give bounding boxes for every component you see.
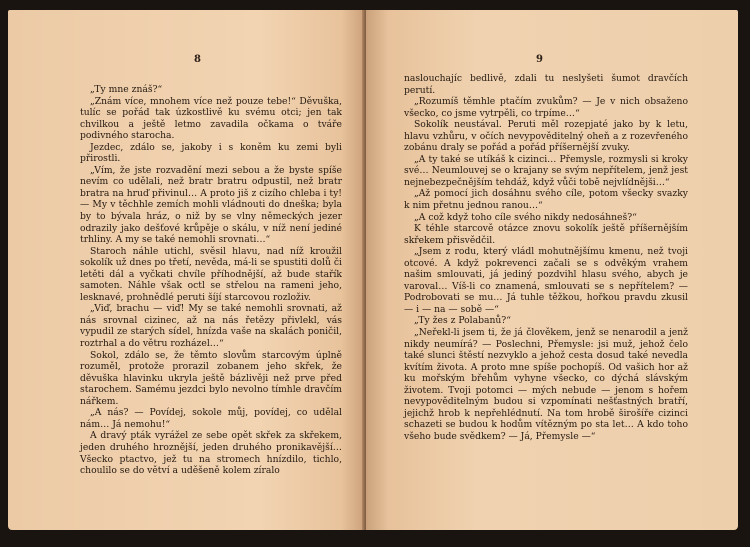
- page-number: 9: [536, 54, 543, 65]
- paragraph: „Viď, brachu — viď! My se také nemohli srovnati, až nás srovnal cizinec, až na nás řetězy přivlekl, vás vypudil ze starých sídel, hnízda vaše na skalách poničil, roztrhal a do větru rozházel…“: [80, 303, 342, 350]
- paragraph: naslouchajíc bedlivě, zdali tu neslyšeti šumot dravčích perutí.: [404, 73, 688, 96]
- page-number: 8: [194, 54, 201, 65]
- paragraph: „Rozumíš těmhle ptačím zvukům? — Je v nich obsaženo všecko, co jsme vytrpěli, co trpíme…“: [404, 96, 688, 119]
- paragraph: „Až pomocí jich dosáhnu svého cíle, potom všecky svazky k nim přetnu jednou ranou…“: [404, 188, 688, 212]
- paragraph: Staroch náhle utichl, svěsil hlavu, nad níž kroužil sokolík už dnes po třetí, nevěda, má-li se spustiti dolů či letěti dál a vyčkati chvíle příhodnější, až bude stařík samoten. Náhle však octl se střelou na rameni jeho, lesknavé, prohnědlé peruti šíjí starcovou rozloživ.: [80, 245, 342, 303]
- left-page: [8, 10, 366, 530]
- page-text: [80, 84, 342, 477]
- right-page: [366, 10, 738, 530]
- paragraph: „Znám více, mnohem více než pouze tebe!“ Děvuška, tulíc se pořád tak úzkostlivě ku svému otci; jen tak chvilkou a ještě letmo zavadila očkama o tváře podivného starocha.: [80, 95, 342, 142]
- paragraph: Sokolík neustával. Peruti měl rozepjaté jako by k letu, hlavu vzhůru, v očích nevypověditelný oheň a z rozevřeného zobánu draly se pořád a pořád příšernější zvuky.: [404, 119, 688, 154]
- paragraph: „Ty mne znáš?“: [90, 84, 163, 95]
- paragraph: A dravý pták vyrážel ze sebe opět skřek za skřekem, jeden druhého hroznější, jeden druhého pronikavější… Všecko ptactvo, jež tu na stromech hnízdilo, tichlo, choulilo se do větví a uděšeně kolem zíralo: [80, 430, 342, 477]
- paragraph: „Ty žes z Polabanů?“: [414, 315, 511, 327]
- paragraph: Sokol, zdálo se, že těmto slovům starcovým úplně rozuměl, protože prorazil zobanem jeho skřek, že děvuška hlavinku ukryla ještě bázlivěji než prve před starochem. Samému jezdci bylo nevolno tímhle dravčím nářkem.: [80, 349, 342, 407]
- paragraph: „A ty také se utíkáš k cizinci… Přemysle, rozmysli si kroky své… Neumlouvej se o krajany se svým nepřítelem, jenž jest nejnebezpečnějším tehdáž, když vůči tobě nejvlídnějši…“: [404, 153, 688, 188]
- paragraph: „Neřekl-li jsem ti, že já člověkem, jenž se nenarodil a jenž nikdy neumírá? — Poslechni, Přemysle: jsi muž, jehož čelo také slunci štěstí nezvyklo a jehož cesta dosud také nevedla kvítím života. A proto mne spíše pochopíš. Od vašich hor až ku mořským břehům vyhyne všecko, co dýchá slávským životem. Tvoji potomci — mých nebude — jenom s hořem nevypověditelným budou si vzpomínati nešťastných bratří, jejichž hrob k nepřehlédnutí. Na tom hrobě širošíře cizinci schazeti se budou k hodům vítězným po sta let… A kdo toho všeho bude svědkem? — Já, Přemysle —“: [404, 327, 688, 442]
- paragraph: Jezdec, zdálo se, jakoby i s koněm ku zemi byli přirostli.: [80, 141, 342, 165]
- paragraph: „Vím, že jste rozvadění mezi sebou a že byste spíše nevím co udělali, než bratr bratru odpustil, než bratr bratra na hruď přivinul… A proto jiš z cizího chleba i ty! — My v těchhle zemích mohli vládnouti do dneška; byla by to bývala hráz, o niž by se vlny německých jezer odrazily jako dešťové krůpěje o skálu, v níž není jediné trhliny. A my se také nemohli srovnati…“: [80, 164, 342, 246]
- paragraph: „A což když toho cíle svého nikdy nedosáhneš?“: [414, 211, 637, 223]
- paragraph: K téhle starcově otázce znovu sokolík ještě příšernějším skřekem přisvědčil.: [404, 223, 688, 246]
- paragraph: „A nás? — Povídej, sokole můj, povídej, co udělal nám… Já nemohu!“: [80, 407, 342, 430]
- paragraph: „Jsem z rodu, který vládl mohutnějšímu kmenu, než tvoji otcové. A když pokrevenci začali se s odvěkým vrahem našim smlouvati, já jediný pozdvihl hlasu svého, abych je varoval… Víš-li co znamená, smlouvati se s nepřítelem? — Podrobovati se mu… Já tuhle těžkou, hořkou pravdu zkusil — i — na — sobě —“: [404, 246, 688, 315]
- page-text: [404, 73, 688, 443]
